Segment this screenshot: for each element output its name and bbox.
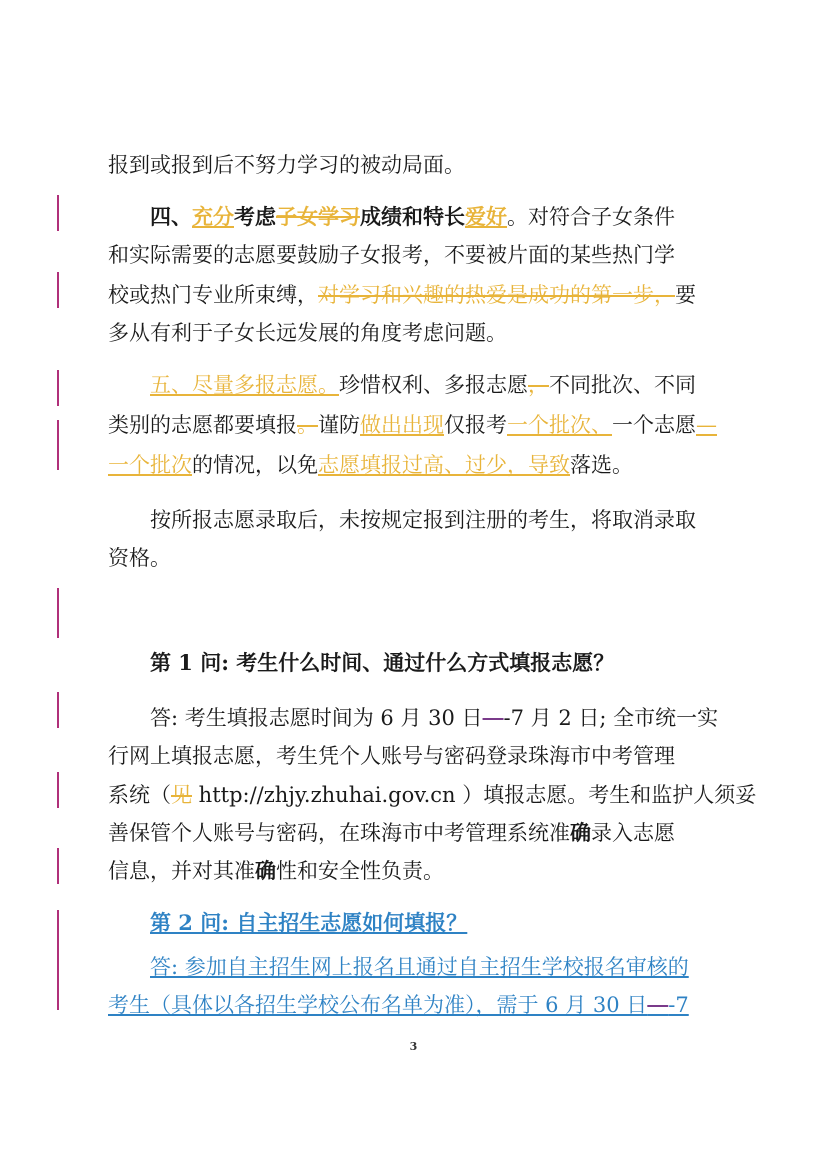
text: 一个志愿 [612,413,696,437]
text: 四、 [150,204,192,229]
deleted-text: 对学习和兴趣的热爱是成功的第一步， [318,283,675,307]
answer-line: 行网上填报志愿，考生凭个人账号与密码登录珠海市中考管理 [108,744,675,768]
question-title: 第 1 问: 考生什么时间、通过什么方式填报志愿？ [150,650,615,675]
text: 答: 考生填报志愿时间为 6 月 30 日 [150,706,483,730]
text: 录入志愿 [591,821,675,845]
paragraph-line [108,410,728,440]
text: 不同批次、不同 [549,373,696,397]
text: 系统（ [108,783,171,807]
deleted-text: 。 [297,413,318,437]
text: 善保管个人账号与密码，在珠海市中考管理系统准 [108,821,570,845]
answer-line [108,856,728,886]
inserted-text: — [696,413,717,437]
inserted-text: 志愿填报过高、过少，导致 [318,453,570,477]
change-bar [57,370,59,406]
inserted-text: 一个批次 [108,453,192,477]
text: 确 [570,820,591,845]
paragraph-line: 和实际需要的志愿要鼓励子女报考，不要被片面的某些热门学 [108,243,675,267]
deleted-text: — [647,993,669,1017]
text: 类别的志愿都要填报 [108,413,297,437]
text: 珍惜权利、多报志愿 [339,373,528,397]
deleted-text: 子女学习 [276,204,360,229]
text: -7 月 2 日; 全市统一实 [503,706,719,730]
paragraph-line: 多从有利于子女长远发展的角度考虑问题。 [108,321,507,345]
deleted-text: ， [528,373,549,397]
text: 确 [255,858,276,883]
deleted-text: — [482,706,504,730]
deleted-text: 见 [171,783,192,807]
text: 校或热门专业所束缚， [108,283,318,307]
change-bar [57,910,59,1010]
paragraph-line: 报到或报到后不努力学习的被动局面。 [108,153,465,177]
answer-line: 答: 参加自主招生网上报名且通过自主招生学校报名审核的 [150,955,689,979]
inserted-text: 做出出现 [360,413,444,437]
question-title: 第 2 问: 自主招生志愿如何填报？ [150,910,468,935]
inserted-text: 爱好 [465,204,507,229]
answer-line [108,990,728,1020]
text: 要 [675,283,696,307]
change-bar [57,420,59,470]
change-bar [57,692,59,728]
inserted-text: 五、尽量多报志愿。 [150,373,339,397]
inserted-text: 充分 [192,204,234,229]
change-bar [57,195,59,231]
text: 。对符合子女条件 [507,205,675,229]
change-bar [57,848,59,884]
text: 成绩和特长 [360,204,465,229]
text: 的情况，以免 [192,453,318,477]
change-bar [57,588,59,638]
change-bar [57,772,59,808]
text: http://zhjy.zhuhai.gov.cn ）填报志愿。考生和监护人须妥 [192,783,757,807]
paragraph-line [108,450,728,480]
inserted-text: 一个批次、 [507,413,612,437]
text: 信息，并对其准 [108,859,255,883]
text: 仅报考 [444,413,507,437]
answer-line [108,818,728,848]
paragraph-line: 资格。 [108,546,171,570]
answer-line [150,703,770,733]
answer-line [108,780,757,810]
paragraph-line [108,280,728,310]
text: -7 [668,993,689,1017]
text: 谨防 [318,413,360,437]
page-number: 3 [409,1040,418,1053]
paragraph-line: 按所报志愿录取后，未按规定报到注册的考生，将取消录取 [150,508,696,532]
change-bar [57,272,59,308]
paragraph-heading-line [150,202,770,232]
text: 考生（具体以各招生学校公布名单为准），需于 6 月 30 日 [108,993,648,1017]
text: 落选。 [570,453,633,477]
text: 考虑 [234,204,276,229]
text: 性和安全性负责。 [276,859,444,883]
paragraph-line [150,370,770,400]
